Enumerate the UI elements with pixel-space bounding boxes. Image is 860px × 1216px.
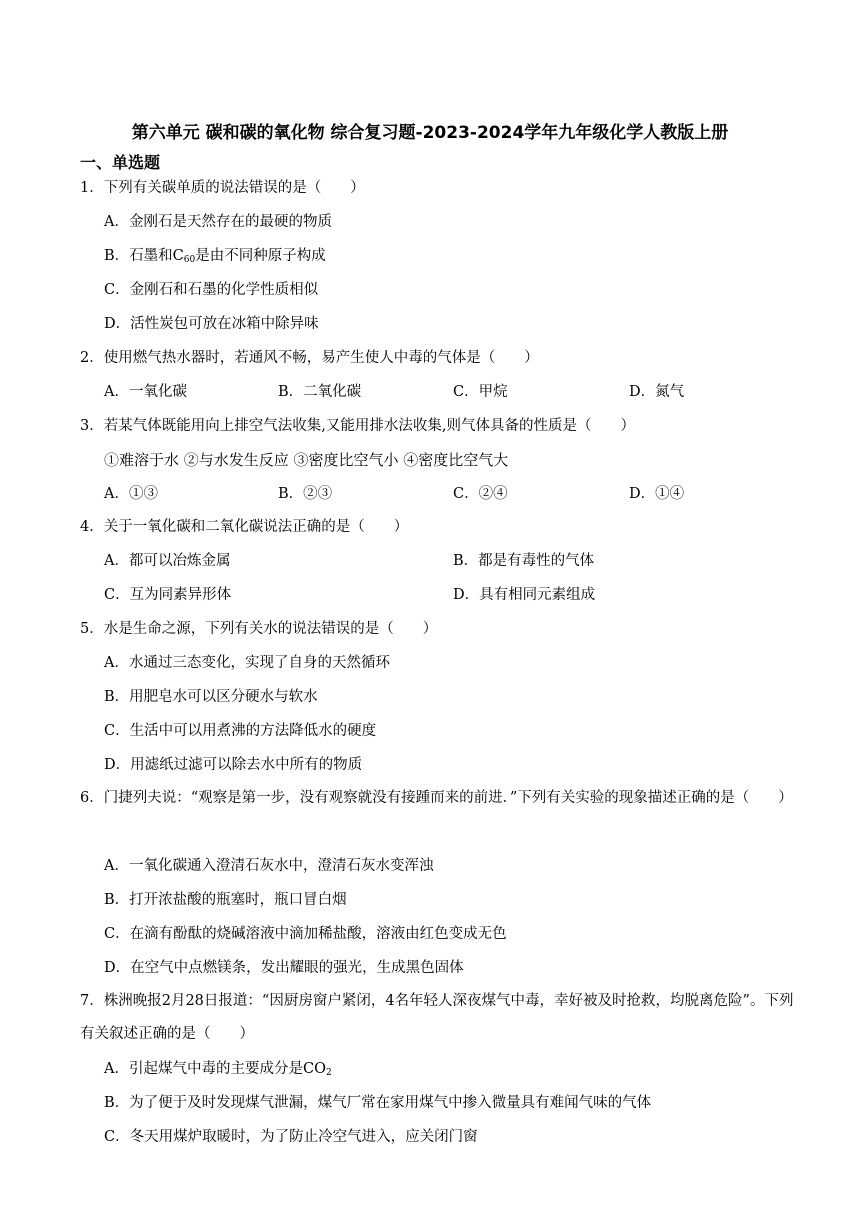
question-7-option-c: C．冬天用煤炉取暖时，为了防止冷空气进入，应关闭门窗 xyxy=(104,1129,478,1145)
document-title: 第六单元 碳和碳的氧化物 综合复习题-2023-2024学年九年级化学人教版上册 xyxy=(131,123,729,143)
question-5-option-c: C．生活中可以用煮沸的方法降低水的硬度 xyxy=(104,723,377,739)
question-2-stem: 2．使用燃气热水器时，若通风不畅，易产生使人中毒的气体是（ ） xyxy=(80,350,539,366)
question-5-stem: 5．水是生命之源，下列有关水的说法错误的是（ ） xyxy=(80,621,438,637)
question-5-option-a: A．水通过三态变化，实现了自身的天然循环 xyxy=(104,655,390,671)
question-1-option-d: D．活性炭包可放在冰箱中除异味 xyxy=(104,316,319,332)
question-4-option-a: A．都可以冶炼金属 xyxy=(104,553,231,569)
question-3-conditions: ①难溶于水 ②与水发生反应 ③密度比空气小 ④密度比空气大 xyxy=(104,451,509,469)
question-3-option-a: A．①③ xyxy=(104,486,158,502)
question-6-stem: 6．门捷列夫说：“观察是第一步，没有观察就没有接踵而来的前进．”下列有关实验的现象描述正确的是（ ） xyxy=(80,790,793,806)
question-2-option-c: C．甲烷 xyxy=(453,384,508,400)
question-3-stem: 3．若某气体既能用向上排空气法收集,又能用排水法收集,则气体具备的性质是（ ） xyxy=(80,418,635,434)
question-2-option-d: D．氮气 xyxy=(629,384,685,400)
question-3-option-d: D．①④ xyxy=(629,486,685,502)
question-4-option-b: B．都是有毒性的气体 xyxy=(453,553,595,569)
question-3-option-b: B．②③ xyxy=(278,486,333,502)
question-1-stem: 1．下列有关碳单质的说法错误的是（ ） xyxy=(80,180,365,196)
question-3-option-c: C．②④ xyxy=(453,486,508,502)
question-6-option-b: B．打开浓盐酸的瓶塞时，瓶口冒白烟 xyxy=(104,892,347,908)
question-1-option-b: B．石墨和$C_{60}$是由不同种原子构成 xyxy=(104,248,326,265)
section-heading: 一、单选题 xyxy=(80,153,161,172)
question-7-option-a: A．引起煤气中毒的主要成分是$CO_2$ xyxy=(104,1061,332,1078)
question-4-option-c: C．互为同素异形体 xyxy=(104,587,232,603)
question-5-option-d: D．用滤纸过滤可以除去水中所有的物质 xyxy=(104,757,363,773)
question-7-option-b: B．为了便于及时发现煤气泄漏，煤气厂常在家用煤气中掺入微量具有难闻气味的气体 xyxy=(104,1095,652,1111)
question-6-option-a: A．一氧化碳通入澄清石灰水中，澄清石灰水变浑浊 xyxy=(104,858,434,874)
question-6-option-d: D．在空气中点燃镁条，发出耀眼的强光，生成黑色固体 xyxy=(104,960,464,976)
question-2-option-b: B．二氧化碳 xyxy=(278,384,362,400)
question-1-option-a: A．金刚石是天然存在的最硬的物质 xyxy=(104,214,332,230)
question-5-option-b: B．用肥皂水可以区分硬水与软水 xyxy=(104,689,318,705)
question-7-stem: 7．株洲晚报2月28日报道：“因厨房窗户紧闭，4名年轻人深夜煤气中毒，幸好被及时抢救，均脱离危险”。下列有关叙述正确的是（ ） xyxy=(80,993,794,1042)
question-4-option-d: D．具有相同元素组成 xyxy=(453,587,596,603)
question-1-option-c: C．金刚石和石墨的化学性质相似 xyxy=(104,282,319,298)
question-6-option-c: C．在滴有酚酞的烧碱溶液中滴加稀盐酸，溶液由红色变成无色 xyxy=(104,926,507,942)
question-4-stem: 4．关于一氧化碳和二氧化碳说法正确的是（ ） xyxy=(80,519,409,535)
question-2-option-a: A．一氧化碳 xyxy=(104,384,187,400)
